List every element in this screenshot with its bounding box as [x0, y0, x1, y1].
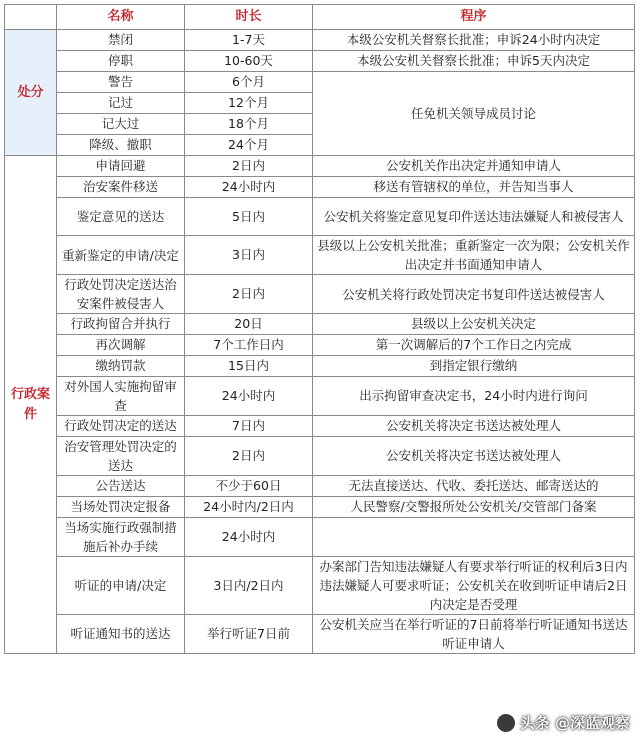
cell-duration: 24小时内 — [185, 177, 313, 198]
table-row — [5, 198, 635, 236]
cell-duration: 24小时内/2日内 — [185, 497, 313, 518]
table-row — [5, 518, 635, 557]
table-header-row — [5, 5, 635, 30]
watermark-text: 头条 @深蓝观察 — [519, 714, 630, 732]
cell-name: 公告送达 — [57, 476, 185, 497]
cell-procedure: 移送有管辖权的单位，并告知当事人 — [313, 177, 635, 198]
table-row — [5, 156, 635, 177]
cell-name: 当场处罚决定报备 — [57, 497, 185, 518]
cell-procedure — [313, 518, 635, 557]
cell-name: 治安管理处罚决定的送达 — [57, 437, 185, 476]
cell-procedure: 县级以上公安机关批准；重新鉴定一次为限；公安机关作出决定并书面通知申请人 — [313, 236, 635, 275]
cell-procedure: 本级公安机关督察长批准；申诉24小时内决定 — [313, 30, 635, 51]
cell-name: 停职 — [57, 51, 185, 72]
cell-procedure: 公安机关将鉴定意见复印件送达违法嫌疑人和被侵害人 — [313, 198, 635, 236]
header-procedure: 程序 — [313, 5, 635, 30]
cell-duration: 举行听证7日前 — [185, 615, 313, 654]
watermark — [496, 712, 630, 733]
cell-duration: 6个月 — [185, 72, 313, 93]
table-row — [5, 497, 635, 518]
cell-duration: 12个月 — [185, 93, 313, 114]
cell-duration: 2日内 — [185, 437, 313, 476]
cell-duration: 24个月 — [185, 135, 313, 156]
cell-procedure: 公安机关作出决定并通知申请人 — [313, 156, 635, 177]
header-blank — [5, 5, 57, 30]
cell-procedure: 出示拘留审查决定书，24小时内进行询问 — [313, 377, 635, 416]
cell-name: 重新鉴定的申请/决定 — [57, 236, 185, 275]
cell-procedure: 公安机关应当在举行听证的7日前将举行听证通知书送达听证申请人 — [313, 615, 635, 654]
cell-name: 警告 — [57, 72, 185, 93]
table-row — [5, 51, 635, 72]
cell-name: 行政处罚决定送达治安案件被侵害人 — [57, 275, 185, 314]
table-row — [5, 476, 635, 497]
cell-procedure: 人民警察/交警报所处公安机关/交管部门备案 — [313, 497, 635, 518]
cell-name: 降级、撤职 — [57, 135, 185, 156]
cell-duration: 24小时内 — [185, 377, 313, 416]
cell-name: 禁闭 — [57, 30, 185, 51]
cell-name: 当场实施行政强制措施后补办手续 — [57, 518, 185, 557]
table-row — [5, 275, 635, 314]
cell-name: 听证的申请/决定 — [57, 557, 185, 615]
cell-duration: 24小时内 — [185, 518, 313, 557]
table-row — [5, 557, 635, 615]
cell-duration: 2日内 — [185, 156, 313, 177]
cell-duration: 20日 — [185, 314, 313, 335]
group-label-penalty: 处分 — [5, 30, 57, 156]
cell-duration: 15日内 — [185, 356, 313, 377]
cell-duration: 18个月 — [185, 114, 313, 135]
cell-name: 缴纳罚款 — [57, 356, 185, 377]
table-row — [5, 615, 635, 654]
cell-duration: 3日内/2日内 — [185, 557, 313, 615]
table-row — [5, 314, 635, 335]
cell-procedure: 县级以上公安机关决定 — [313, 314, 635, 335]
cell-name: 听证通知书的送达 — [57, 615, 185, 654]
cell-procedure: 本级公安机关督察长批准；申诉5天内决定 — [313, 51, 635, 72]
table-row — [5, 335, 635, 356]
table-row — [5, 30, 635, 51]
cell-name: 治安案件移送 — [57, 177, 185, 198]
table-row — [5, 177, 635, 198]
table-row — [5, 437, 635, 476]
cell-duration: 1-7天 — [185, 30, 313, 51]
cell-duration: 7个工作日内 — [185, 335, 313, 356]
header-duration: 时长 — [185, 5, 313, 30]
cell-duration: 5日内 — [185, 198, 313, 236]
table-row — [5, 72, 635, 93]
cell-procedure: 第一次调解后的7个工作日之内完成 — [313, 335, 635, 356]
cell-name: 行政拘留合并执行 — [57, 314, 185, 335]
cell-procedure: 任免机关领导成员讨论 — [313, 72, 635, 156]
cell-duration: 7日内 — [185, 416, 313, 437]
cell-procedure: 公安机关将决定书送达被处理人 — [313, 437, 635, 476]
cell-name: 记过 — [57, 93, 185, 114]
header-name: 名称 — [57, 5, 185, 30]
cell-duration: 不少于60日 — [185, 476, 313, 497]
cell-name: 对外国人实施拘留审查 — [57, 377, 185, 416]
cell-duration: 2日内 — [185, 275, 313, 314]
cell-duration: 10-60天 — [185, 51, 313, 72]
rules-table — [4, 4, 635, 654]
group-label-admin-case: 行政案件 — [5, 156, 57, 654]
table-row — [5, 377, 635, 416]
cell-procedure: 公安机关将决定书送达被处理人 — [313, 416, 635, 437]
cell-name: 行政处罚决定的送达 — [57, 416, 185, 437]
table-row — [5, 416, 635, 437]
cell-procedure: 无法直接送达、代收、委托送达、邮寄送达的 — [313, 476, 635, 497]
cell-procedure: 办案部门告知违法嫌疑人有要求举行听证的权利后3日内违法嫌疑人可要求听证；公安机关在收到听证申请后2日内决定是否受理 — [313, 557, 635, 615]
cell-procedure: 到指定银行缴纳 — [313, 356, 635, 377]
cell-name: 申请回避 — [57, 156, 185, 177]
cell-duration: 3日内 — [185, 236, 313, 275]
table-row — [5, 236, 635, 275]
watermark-logo-icon — [496, 713, 516, 733]
cell-procedure: 公安机关将行政处罚决定书复印件送达被侵害人 — [313, 275, 635, 314]
cell-name: 记大过 — [57, 114, 185, 135]
cell-name: 再次调解 — [57, 335, 185, 356]
cell-name: 鉴定意见的送达 — [57, 198, 185, 236]
table-row — [5, 356, 635, 377]
